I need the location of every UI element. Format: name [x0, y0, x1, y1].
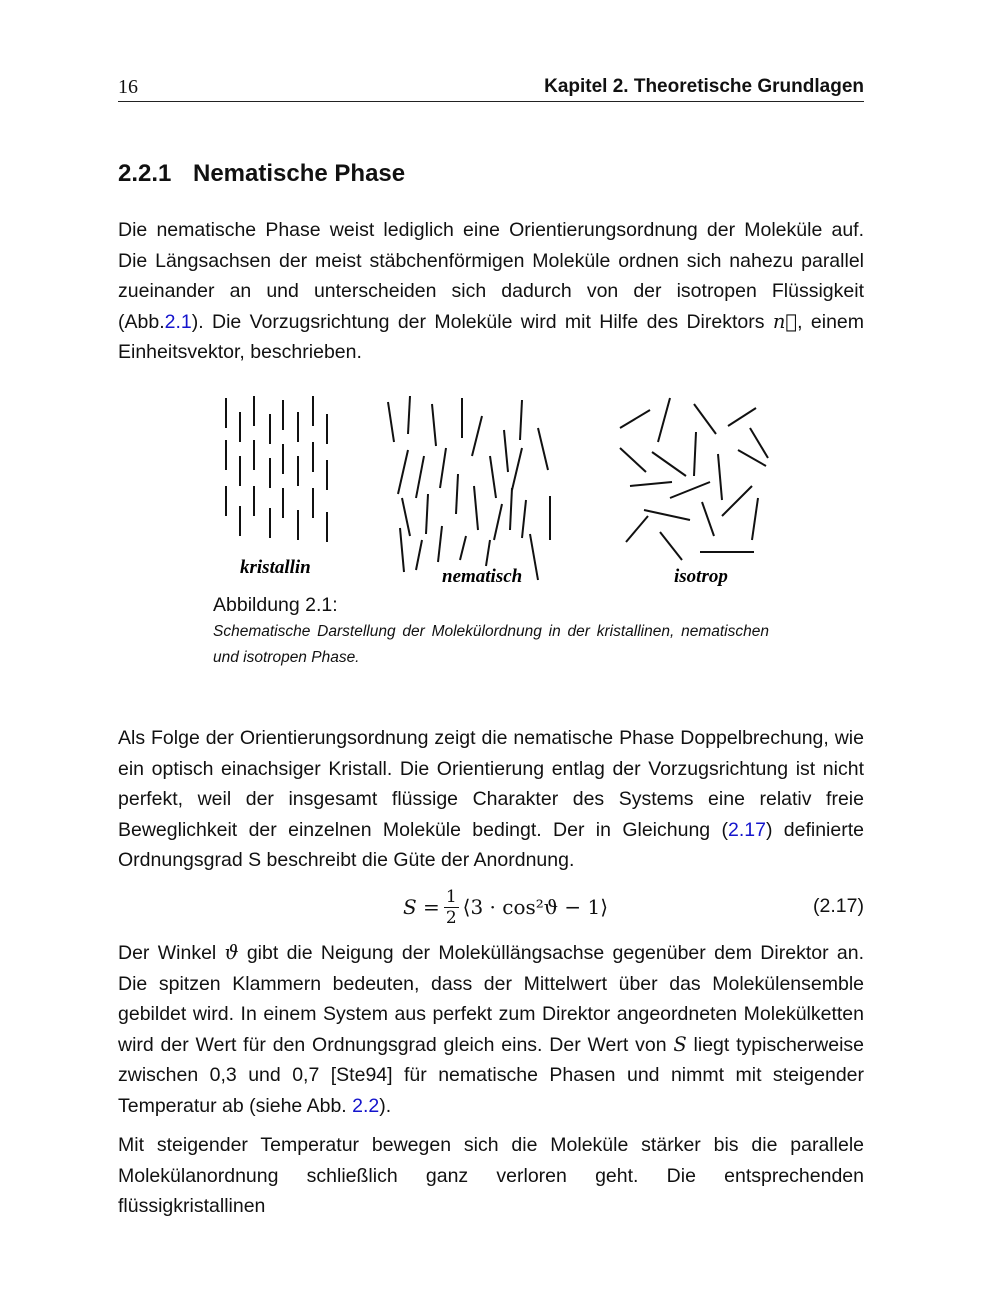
- section-title: Nematische Phase: [193, 160, 406, 187]
- fraction-numerator: 1: [445, 886, 457, 907]
- paragraph-text: Die nematische Phase weist lediglich eine Orientierungsordnung der Moleküle auf. Die Längsachsen der meist stäbchenförmigen Moleküle ordnen sich nahezu parallel zueinander an und unterscheiden sich dadurch von der isotropen Flüssigkeit (Abb.: [118, 219, 864, 333]
- label-nematisch: nematisch: [442, 566, 523, 587]
- paragraph-temperature: [118, 1130, 864, 1222]
- figure-molecular-order: [210, 390, 790, 590]
- paragraph-intro: [118, 215, 864, 368]
- figure-caption-label: Abbildung 2.1:: [213, 594, 338, 616]
- paragraph-text: ).: [379, 1094, 392, 1117]
- equation-order-parameter: [0, 882, 1000, 932]
- paragraph-text: gibt die Neigung der Moleküllängsachse gegenüber dem Direktor an. Die spitzen Klammern bedeuten, dass der Mittelwert über das Molekülensemble gebildet wird. In einem System aus perfekt zum Direktor angeordneten Molekülketten wird der Wert für den Ordnungsgrad gleich eins. Der Wert von: [118, 942, 864, 1056]
- equation-average: ⟨3 · cos²ϑ − 1⟩: [462, 895, 609, 919]
- equation-reference-link[interactable]: 2.17: [727, 818, 766, 841]
- paragraph-text: ) definierte Ordnungsgrad S beschreibt die Güte der Anordnung.: [118, 818, 864, 872]
- figure-reference-link[interactable]: 2.1: [164, 310, 192, 333]
- section-heading: [118, 160, 405, 188]
- page-number: 16: [118, 76, 138, 98]
- paragraph-birefringence: [118, 723, 864, 876]
- paragraph-text: Als Folge der Orientierungsordnung zeigt die nematische Phase Doppelbrechung, wie ein optisch einachsiger Kristall. Die Orientierung entlag der Vorzugsrichtung ist nicht perfekt, weil der insgesamt flüssige Charakter des Systems eine relativ freie Beweglichkeit der einzelnen Moleküle bedingt. Der in Gleichung (: [118, 727, 864, 841]
- paragraph-angle: [118, 938, 864, 1122]
- equation-fraction: [444, 887, 459, 928]
- figure-caption-text: Schematische Darstellung der Molekülordnung in der kristallinen, nematischen und isotropen Phase.: [213, 623, 769, 666]
- label-kristallin: kristallin: [240, 557, 311, 578]
- fraction-denominator: 2: [445, 907, 457, 928]
- figure-reference-link[interactable]: 2.2: [352, 1094, 380, 1117]
- isotropic-molecules: [620, 398, 768, 560]
- s-symbol: S: [673, 1032, 687, 1056]
- director-symbol: n⃗: [772, 309, 798, 333]
- nematic-molecules: [388, 396, 550, 580]
- section-number: 2.2.1: [118, 160, 172, 187]
- page-header: [118, 74, 864, 102]
- crystalline-molecules: [226, 396, 327, 542]
- paragraph-text: liegt typischerweise zwischen 0,3 und 0,7 [Ste94] für nematische Phasen und nimmt mit steigender Temperatur ab (siehe Abb.: [118, 1033, 864, 1117]
- equation-body: [403, 882, 608, 932]
- molecule-diagram: [210, 390, 790, 590]
- paragraph-text: , einem Einheitsvektor, beschrieben.: [118, 310, 865, 364]
- label-isotrop: isotrop: [674, 566, 728, 587]
- paragraph-text: Mit steigender Temperatur bewegen sich die Moleküle stärker bis die parallele Molekülanordnung schließlich ganz verloren geht. Die entsprechenden flüssigkristallinen: [118, 1134, 864, 1218]
- theta-symbol: ϑ: [224, 941, 239, 964]
- paragraph-text: Der Winkel: [118, 942, 225, 964]
- paragraph-text: ). Die Vorzugsrichtung der Moleküle wird mit Hilfe des Direktors: [191, 310, 773, 333]
- running-head: Kapitel 2. Theoretische Grundlagen: [544, 76, 864, 97]
- equation-lhs: S =: [403, 895, 440, 919]
- equation-number: (2.17): [813, 895, 864, 917]
